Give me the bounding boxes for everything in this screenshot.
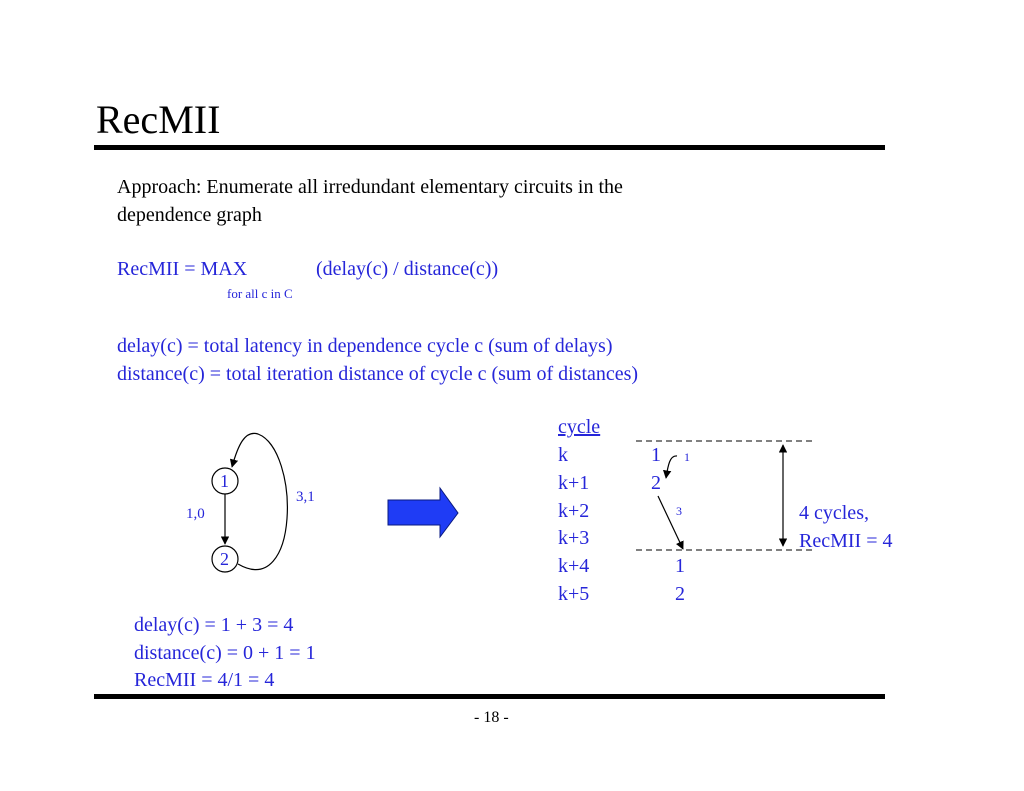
schedule-op-k: 1 — [651, 444, 661, 466]
calc-delay: delay(c) = 1 + 3 = 4 — [134, 614, 294, 636]
edge-back-label: 3,1 — [296, 489, 315, 505]
schedule-cycle-k2: k+2 — [558, 500, 590, 522]
definition-delay: delay(c) = total latency in dependence cycle c (sum of delays) — [117, 335, 613, 357]
formula-rhs: (delay(c) / distance(c)) — [316, 258, 499, 280]
formula-subscript: for all c in C — [227, 286, 293, 301]
schedule-cycle-k1: k+1 — [558, 472, 590, 494]
graph-node-2-label: 2 — [220, 549, 229, 569]
latency-label-1: 1 — [684, 450, 690, 464]
schedule-op-k4: 1 — [675, 555, 685, 577]
graph-edge-back — [232, 433, 287, 569]
graph-node-1-label: 1 — [220, 471, 229, 491]
span-label-line-2: RecMII = 4 — [799, 530, 893, 552]
calc-recmii: RecMII = 4/1 = 4 — [134, 669, 275, 691]
span-label-line-1: 4 cycles, — [799, 502, 869, 524]
schedule-cycle-k3: k+3 — [558, 527, 590, 549]
latency-label-3: 3 — [676, 504, 682, 518]
schedule-cycle-k5: k+5 — [558, 583, 590, 605]
schedule-header: cycle — [558, 416, 601, 438]
schedule-cycle-k: k — [558, 444, 568, 466]
schedule-op-k1: 2 — [651, 472, 661, 494]
approach-line-1: Approach: Enumerate all irredundant elementary circuits in the — [117, 176, 623, 198]
big-blue-arrow — [388, 488, 458, 537]
calc-distance: distance(c) = 0 + 1 = 1 — [134, 642, 316, 664]
schedule-cycle-k4: k+4 — [558, 555, 590, 577]
footer-rule — [94, 694, 885, 699]
formula-lhs: RecMII = MAX — [117, 258, 248, 280]
schedule-op-k5: 2 — [675, 583, 685, 605]
approach-line-2: dependence graph — [117, 204, 262, 226]
page-number: - 18 - — [474, 709, 509, 726]
schedule-arrow-latency-1 — [666, 456, 677, 478]
slide-title: RecMII — [96, 97, 221, 142]
definition-distance: distance(c) = total iteration distance of cycle c (sum of distances) — [117, 363, 639, 385]
edge-forward-label: 1,0 — [186, 506, 205, 522]
